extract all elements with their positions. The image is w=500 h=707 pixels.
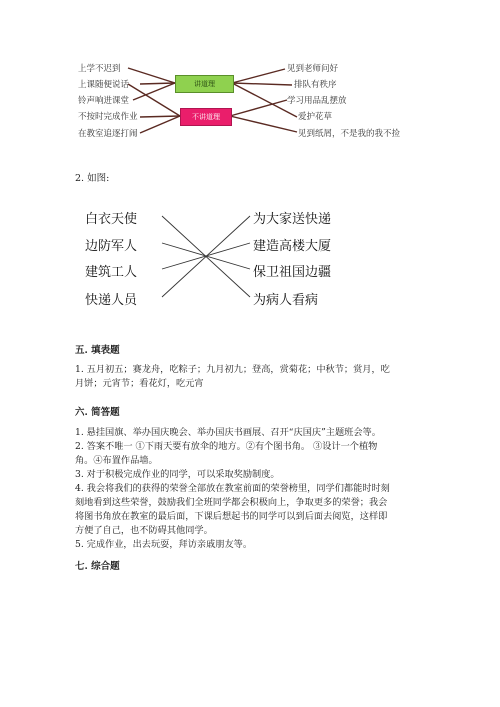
profession-left-1: 白衣天使: [85, 212, 138, 227]
left-item-3: 铃声响进课堂: [78, 96, 130, 106]
section-5-title: 五. 填表题: [75, 345, 120, 356]
profession-right-2: 建造高楼大厦: [253, 239, 332, 254]
left-item-2: 上课随便说话: [78, 80, 130, 90]
section-5-answer: [75, 363, 425, 391]
profession-right-1: 为大家送快递: [253, 212, 332, 227]
profession-right-4: 为病人看病: [253, 293, 319, 308]
profession-left-4: 快递人员: [85, 293, 138, 308]
right-item-5: 见到纸屑，不是我的我不捡: [298, 129, 401, 139]
answer-line: 4. 我会将我们的获得的荣誉全部放在教室前面的荣誉榜里，同学们都能时时刻: [75, 483, 390, 494]
section-7-title: 七. 综合题: [75, 561, 120, 572]
profession-right-3: 保卫祖国边疆: [253, 265, 332, 280]
answer-line: 刻地看到这些荣誉，鼓励我们全班同学都会积极向上，争取更多的荣誉；我会: [75, 497, 388, 508]
answer-line: 3. 对于积极完成作业的同学，可以采取奖励制度。: [75, 469, 280, 480]
section-6-title: 六. 简答题: [75, 407, 120, 418]
right-item-1: 见到老师问好: [287, 64, 339, 74]
right-item-3: 学习用品乱摆放: [287, 96, 347, 106]
right-item-2: 排队有秩序: [294, 80, 337, 90]
answer-line: 月饼；元宵节；看花灯，吃元宵: [75, 378, 204, 389]
good-behavior-box: 讲道理: [175, 75, 234, 93]
left-item-5: 在教室追逐打闹: [78, 129, 138, 139]
answer-line: 将图书角放在教室的最后面，下课后想起书的同学可以到后面去阅览，这样即: [75, 511, 388, 522]
question-2-label: 2. 如图:: [75, 173, 110, 184]
answer-line: 1. 五月初五；赛龙舟，吃粽子；九月初九；登高，赏菊花；中秋节；赏月，吃: [75, 364, 390, 375]
answer-line: 2. 答案不唯一 ①下雨天要有放伞的地方。②有个图书角。 ③设计一个植物: [75, 441, 378, 452]
answer-line: 角。④布置作品墙。: [75, 455, 158, 466]
right-item-4: 爱护花草: [298, 112, 333, 122]
left-item-4: 不按时完成作业: [78, 112, 138, 122]
section-6-answers: [75, 426, 425, 552]
profession-left-2: 边防军人: [85, 239, 138, 254]
answer-line: 1. 悬挂国旗、举办国庆晚会、举办国庆书画展、召开“庆国庆”主题班会等。: [75, 427, 381, 438]
diagram2-connectors: [0, 0, 500, 320]
bad-behavior-box: 不讲道理: [180, 108, 232, 126]
answer-line: 5. 完成作业，出去玩耍，拜访亲戚朋友等。: [75, 539, 253, 550]
left-item-1: 上学不迟到: [78, 64, 121, 74]
answer-line: 方便了自己，也不防碍其他同学。: [75, 525, 213, 536]
profession-left-3: 建筑工人: [85, 265, 138, 280]
